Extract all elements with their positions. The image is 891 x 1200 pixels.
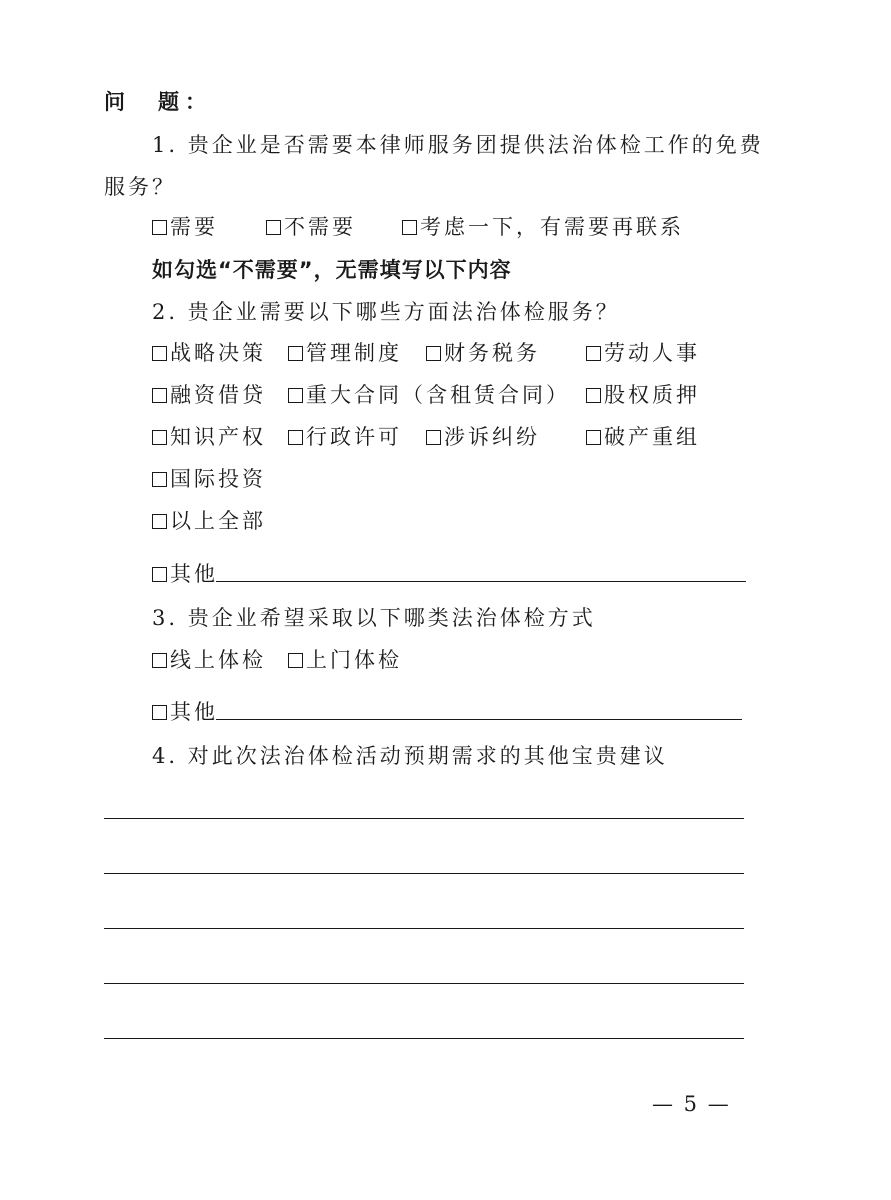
answer-line[interactable] (104, 873, 744, 874)
checkbox-option-need[interactable]: 需要 (152, 213, 218, 241)
checkbox-icon[interactable] (288, 388, 303, 403)
checkbox-icon[interactable] (586, 388, 601, 403)
checkbox-icon[interactable] (152, 472, 167, 487)
checkbox-icon[interactable] (152, 705, 167, 720)
question-1-line-2: 服务？ (104, 175, 176, 199)
checkbox-option-major-contracts[interactable]: 重大合同（含租赁合同） (288, 381, 570, 409)
other-q2-fill-line[interactable] (216, 581, 746, 582)
checkbox-option-all[interactable]: 以上全部 (152, 507, 266, 535)
checkbox-option-strategy[interactable]: 战略决策 (152, 339, 266, 367)
checkbox-icon[interactable] (152, 430, 167, 445)
checkbox-icon[interactable] (288, 653, 303, 668)
checkbox-option-finance-tax[interactable]: 财务税务 (426, 339, 540, 367)
checkbox-icon[interactable] (152, 567, 167, 582)
checkbox-icon[interactable] (152, 346, 167, 361)
checkbox-icon[interactable] (152, 653, 167, 668)
checkbox-option-other-q2[interactable]: 其他 (152, 560, 218, 588)
checkbox-option-onsite[interactable]: 上门体检 (288, 646, 402, 674)
checkbox-option-no-need[interactable]: 不需要 (266, 213, 356, 241)
page-number: — 5 — (652, 1092, 731, 1116)
checkbox-icon[interactable] (288, 346, 303, 361)
answer-line[interactable] (104, 1038, 744, 1039)
checkbox-icon[interactable] (586, 346, 601, 361)
answer-line[interactable] (104, 928, 744, 929)
checkbox-icon[interactable] (402, 220, 417, 235)
checkbox-icon[interactable] (152, 514, 167, 529)
checkbox-option-admin-license[interactable]: 行政许可 (288, 423, 402, 451)
checkbox-icon[interactable] (288, 430, 303, 445)
checkbox-option-litigation[interactable]: 涉诉纠纷 (426, 423, 540, 451)
checkbox-option-online[interactable]: 线上体检 (152, 646, 266, 674)
checkbox-option-consider[interactable]: 考虑一下，有需要再联系 (402, 213, 684, 241)
answer-line[interactable] (104, 983, 744, 984)
checkbox-option-other-q3[interactable]: 其他 (152, 698, 218, 726)
other-q3-fill-line[interactable] (216, 719, 742, 720)
checkbox-option-financing[interactable]: 融资借贷 (152, 381, 266, 409)
checkbox-icon[interactable] (266, 220, 281, 235)
section-heading: 问 题： (104, 90, 212, 114)
checkbox-icon[interactable] (586, 430, 601, 445)
checkbox-option-bankruptcy[interactable]: 破产重组 (586, 423, 700, 451)
answer-line[interactable] (104, 818, 744, 819)
checkbox-icon[interactable] (152, 220, 167, 235)
question-3-text: 3. 贵企业希望采取以下哪类法治体检方式 (152, 606, 596, 630)
question-2-text: 2. 贵企业需要以下哪些方面法治体检服务？ (152, 300, 620, 324)
checkbox-option-labor[interactable]: 劳动人事 (586, 339, 700, 367)
question-4-text: 4. 对此次法治体检活动预期需求的其他宝贵建议 (152, 744, 668, 768)
checkbox-option-management[interactable]: 管理制度 (288, 339, 402, 367)
checkbox-icon[interactable] (426, 430, 441, 445)
checkbox-icon[interactable] (152, 388, 167, 403)
checkbox-icon[interactable] (426, 346, 441, 361)
checkbox-option-equity-pledge[interactable]: 股权质押 (586, 381, 700, 409)
checkbox-option-ip[interactable]: 知识产权 (152, 423, 266, 451)
question-1-note: 如勾选“不需要”，无需填写以下内容 (152, 258, 512, 282)
question-1-line-1: 1. 贵企业是否需要本律师服务团提供法治体检工作的免费 (152, 133, 764, 157)
checkbox-option-intl-investment[interactable]: 国际投资 (152, 465, 266, 493)
